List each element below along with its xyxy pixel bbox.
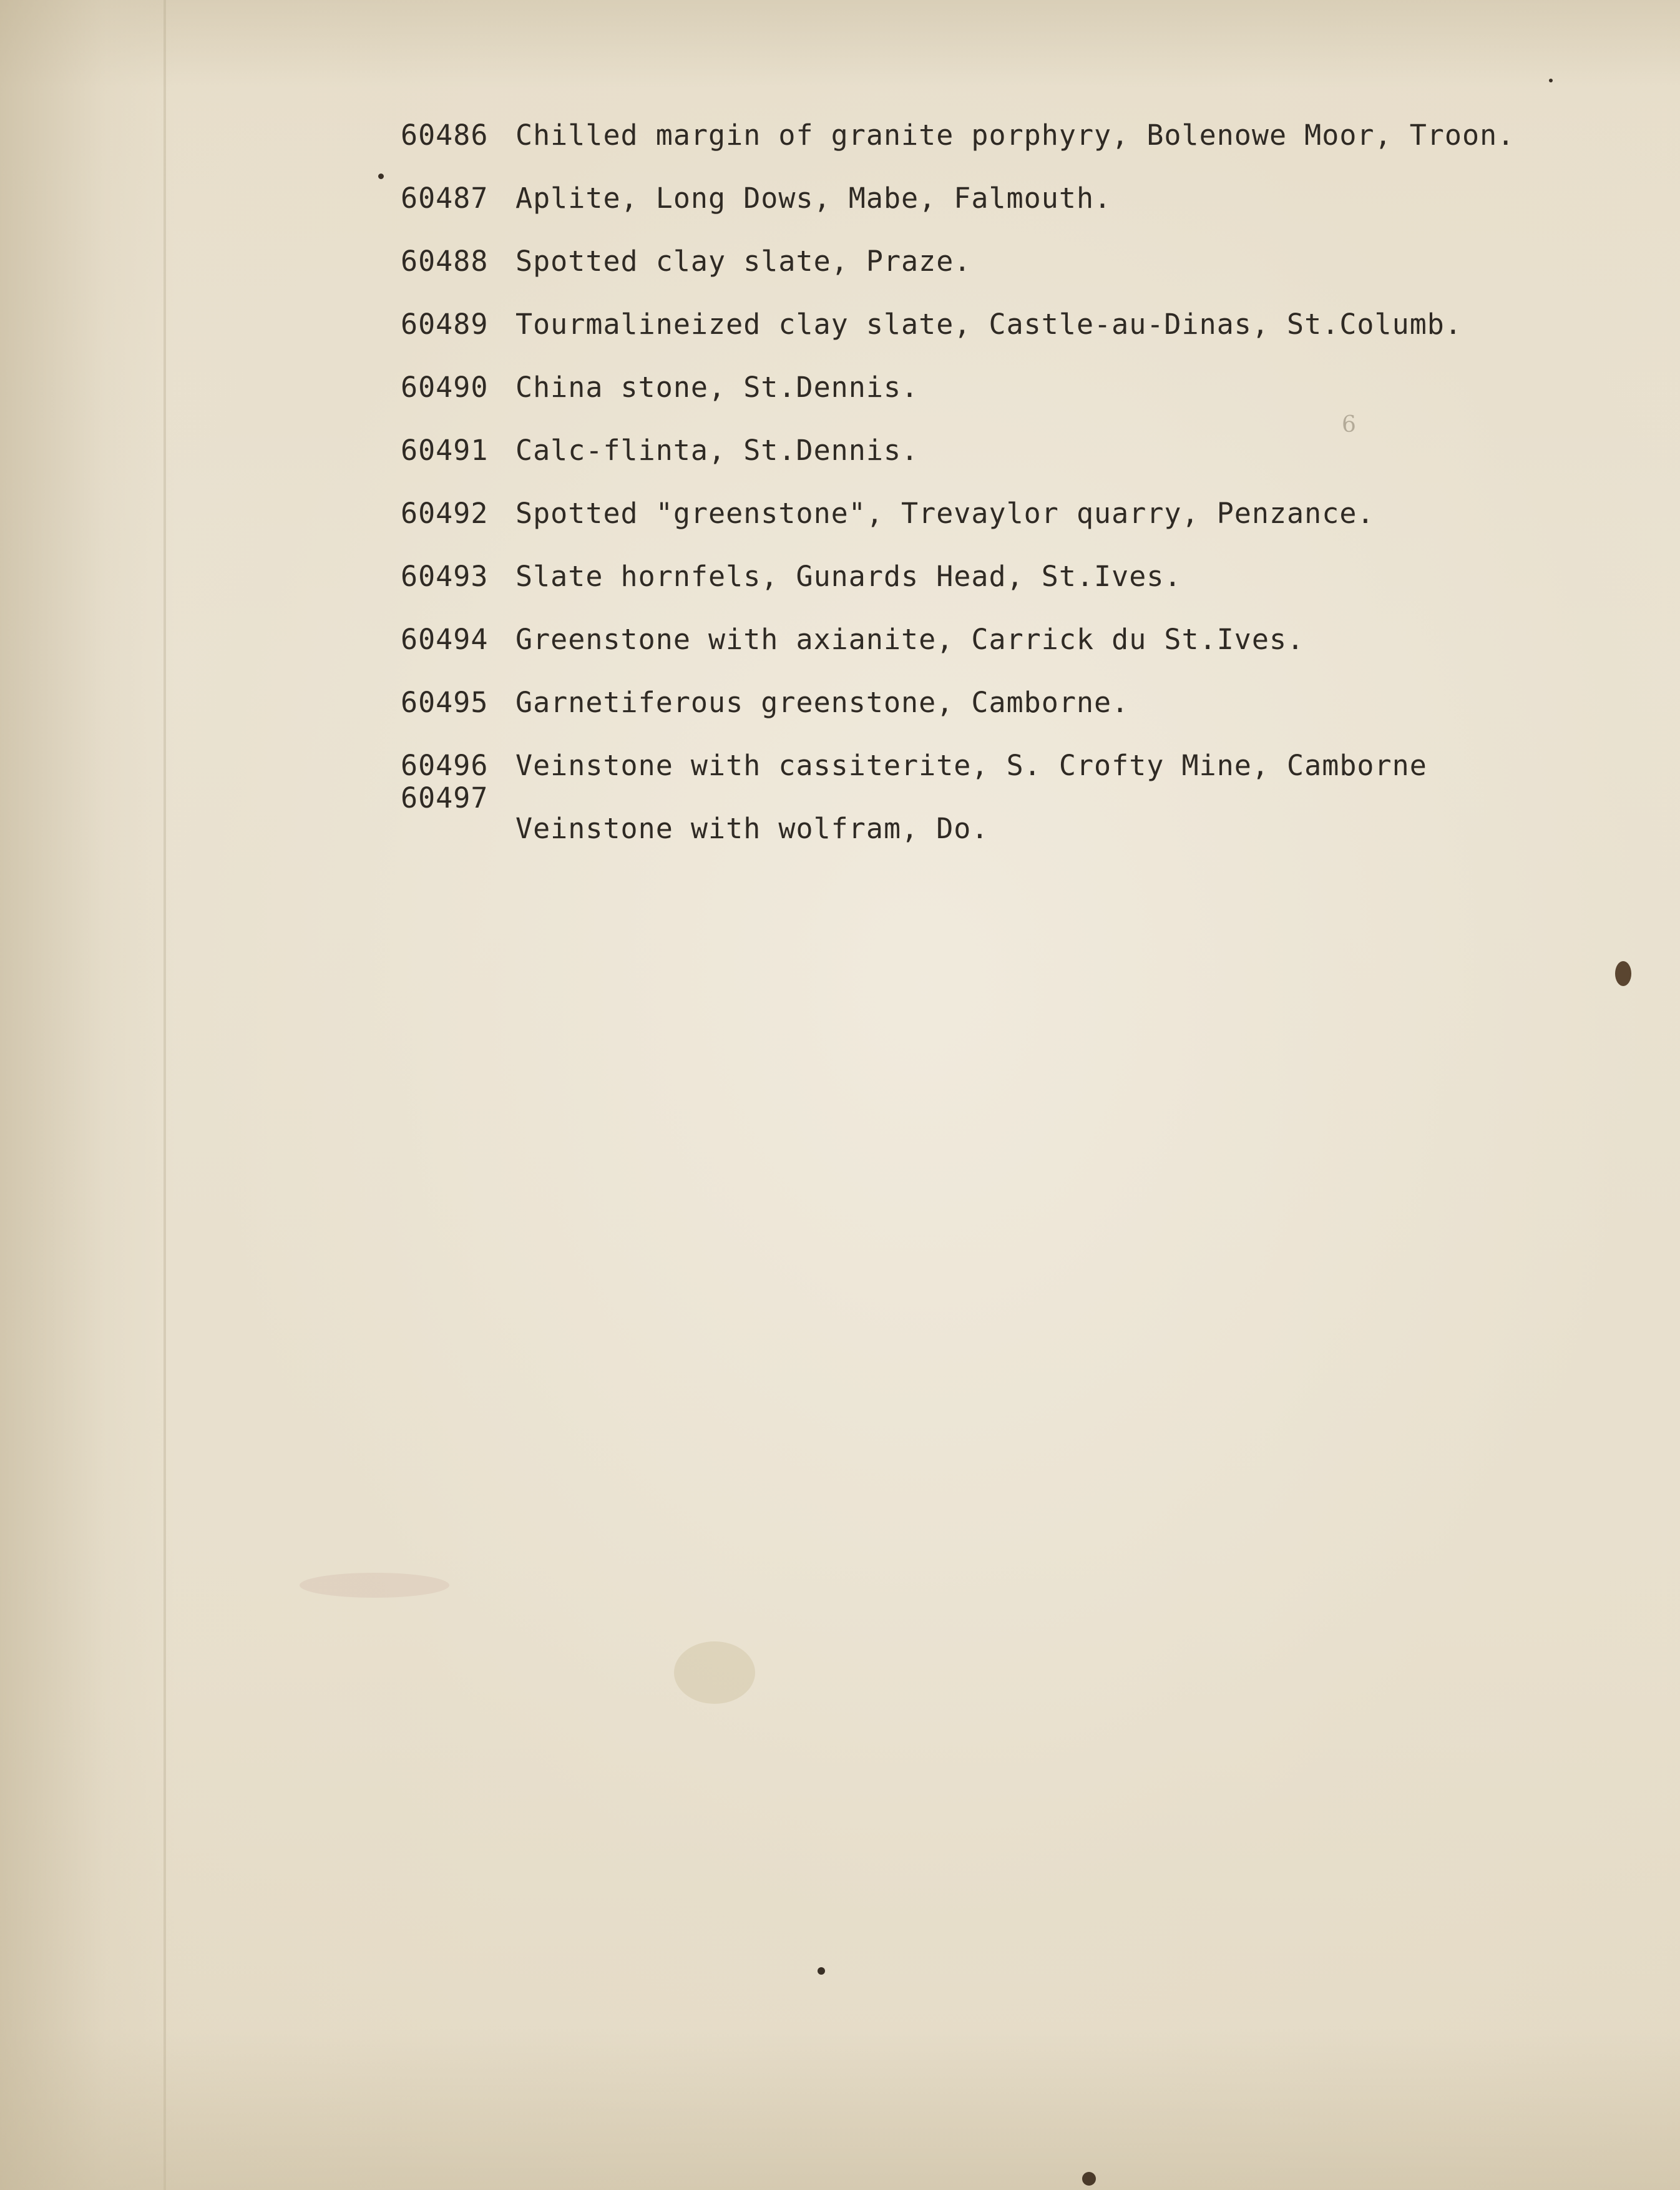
- catalogue-entry: [401, 182, 1636, 245]
- specimen-description: Garnetiferous greenstone, Camborne.: [515, 686, 1130, 719]
- paper-bottom-shading: [0, 2028, 1680, 2190]
- catalogue-entry: [401, 245, 1636, 308]
- catalogue-entry: [401, 686, 1636, 749]
- specimen-number: 60489: [401, 308, 489, 341]
- catalogue-entry: [401, 371, 1636, 434]
- paper-top-shading: [0, 0, 1680, 87]
- ink-speck: [1549, 79, 1553, 82]
- specimen-number: 60491: [401, 434, 489, 467]
- specimen-description: Aplite, Long Dows, Mabe, Falmouth.: [515, 182, 1112, 215]
- specimen-description: Chilled margin of granite porphyry, Bolenowe Moor, Troon.: [515, 119, 1515, 152]
- specimen-number: 60497: [401, 781, 489, 814]
- specimen-catalogue: [401, 119, 1636, 845]
- ink-speck: [1082, 2172, 1096, 2186]
- specimen-number: 60486: [401, 119, 489, 152]
- specimen-description: Spotted "greenstone", Trevaylor quarry, Penzance.: [515, 497, 1375, 530]
- specimen-description: Slate hornfels, Gunards Head, St.Ives.: [515, 560, 1182, 593]
- specimen-number: 60492: [401, 497, 489, 530]
- catalogue-entry: [401, 497, 1636, 560]
- specimen-number: 60494: [401, 623, 489, 656]
- paper-stain: [300, 1573, 449, 1598]
- catalogue-entry: [401, 560, 1636, 623]
- specimen-description: Greenstone with axianite, Carrick du St.Ives.: [515, 623, 1305, 656]
- pencil-page-mark: 6: [1342, 412, 1356, 438]
- catalogue-entry: [401, 308, 1636, 371]
- specimen-number: 60496: [401, 749, 489, 782]
- specimen-description: Veinstone with cassiterite, S. Crofty Mine, Camborne: [515, 749, 1427, 782]
- catalogue-entry: [401, 623, 1636, 686]
- ink-speck: [378, 174, 384, 179]
- specimen-description: Calc-flinta, St.Dennis.: [515, 434, 919, 467]
- specimen-description: Spotted clay slate, Praze.: [515, 245, 972, 278]
- specimen-number: 60493: [401, 560, 489, 593]
- specimen-number: 60488: [401, 245, 489, 278]
- specimen-description: Veinstone with wolfram, Do.: [515, 812, 989, 845]
- paper-fold-line: [164, 0, 166, 2190]
- paper-stain: [674, 1641, 755, 1704]
- ink-speck: [1615, 961, 1631, 986]
- catalogue-entry: [401, 434, 1636, 497]
- catalogue-entry: [401, 749, 1636, 845]
- ink-speck: [818, 1967, 825, 1975]
- catalogue-entry: [401, 119, 1636, 182]
- specimen-number: 60490: [401, 371, 489, 404]
- specimen-number: 60487: [401, 182, 489, 215]
- specimen-number: 60495: [401, 686, 489, 719]
- specimen-description: China stone, St.Dennis.: [515, 371, 919, 404]
- specimen-description: Tourmalineized clay slate, Castle-au-Dinas, St.Columb.: [515, 308, 1462, 341]
- paper-left-shading: [0, 0, 175, 2190]
